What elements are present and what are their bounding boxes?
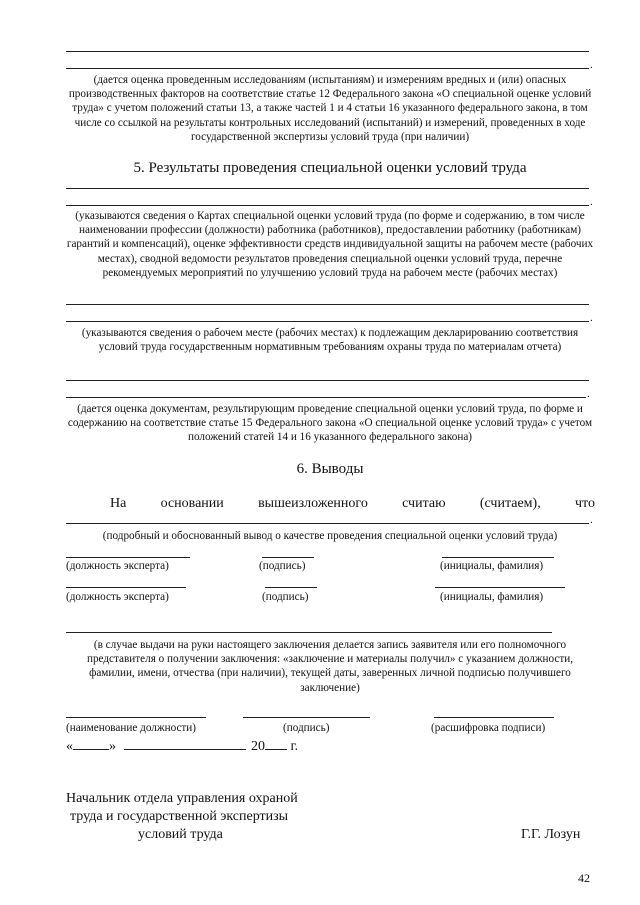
date-open-quote: «: [66, 739, 73, 754]
signature-line: [66, 587, 186, 588]
expert-position-label: (должность эксперта): [66, 560, 169, 572]
intro-word: считаю: [402, 496, 446, 511]
intro-word: что: [574, 496, 595, 511]
intro-note: (дается оценка проведенным исследованиям (испытаниям) и измерениям вредных и (или) опасных производственных факторов на соответствие статье 12 Федерального закона «О специальной оценке условий труда» с учетом положений статьи 13, а также частей 1 и 4 статьи 16 указанного федерального закона, в том числе со ссылкой на результаты контрольных исследований (испытаний) и измерений, проведенных в ходе государственной экспертизы условий труда (при наличии): [68, 74, 592, 143]
signature-line: [435, 587, 565, 588]
section5-note1: (указываются сведения о Картах специальной оценки условий труда (по форме и содержанию, в том числе наименовании профессии (должности) работника (работников), предоставлении работнику (работникам) гарантий и компенсаций), оценке эффективности средств индивидуальной защиты на рабочем месте (рабочих местах), сводной ведомости результатов проведения специальной оценки условий труда, перечне рекомендуемых мероприятий по улучшению условий труда на рабочем месте (рабочих местах): [66, 210, 594, 279]
conclusion-intro: [110, 496, 595, 512]
section6-note: (подробный и обоснованный вывод о качестве проведения специальной оценки условий труда): [102, 530, 558, 542]
signature-line: [66, 557, 190, 558]
day-blank: [73, 738, 109, 750]
period-mark: .: [590, 514, 593, 526]
fill-line: [66, 68, 589, 69]
period-mark: .: [590, 59, 593, 71]
month-blank: [124, 738, 246, 750]
official-title-line2: труда и государственной экспертизы: [70, 809, 289, 824]
section6-heading: 6. Выводы: [296, 461, 364, 477]
date-line: [66, 738, 298, 755]
intro-word: На: [110, 496, 127, 511]
period-mark: .: [587, 388, 590, 400]
fill-line: [66, 397, 586, 398]
receipt-note: (в случае выдачи на руки настоящего заключения делается запись заявителя или его полномочного представителя о получении заключения: «заключение и материалы получил» с указанием должности, фамилии, имени, отчества (при наличии), текущей даты, заверенных личной подписью получившего заключение): [86, 639, 574, 694]
period-mark: .: [590, 196, 593, 208]
period-mark: .: [590, 312, 593, 324]
expert-position-label: (должность эксперта): [66, 591, 169, 603]
fill-line: [66, 205, 589, 206]
fill-line: [66, 380, 589, 381]
receiver-position-label: (наименование должности): [66, 722, 197, 734]
receiver-decoding-label: (расшифровка подписи): [431, 722, 546, 734]
intro-word: (считаем),: [479, 496, 541, 511]
section5-heading: 5. Результаты проведения специальной оценки условий труда: [133, 160, 527, 176]
fill-line: [66, 523, 589, 524]
year-prefix: 20: [251, 739, 265, 754]
receiver-signature-label: (подпись): [283, 722, 330, 734]
page-number: 42: [578, 871, 590, 885]
expert-signature-label: (подпись): [259, 560, 306, 572]
official-title-line1: Начальник отдела управления охраной: [66, 791, 298, 806]
fill-line: [66, 321, 589, 322]
official-name: Г.Г. Лозун: [521, 827, 581, 842]
year-suffix: г.: [290, 739, 299, 754]
signature-line: [442, 557, 554, 558]
official-title-line3: условий труда: [138, 827, 223, 842]
signature-line: [66, 717, 206, 718]
signature-line: [243, 717, 370, 718]
expert-name-label: (инициалы, фамилия): [440, 560, 544, 572]
intro-word: вышеизложенного: [258, 496, 368, 511]
expert-name-label: (инициалы, фамилия): [440, 591, 544, 603]
year-blank: [265, 738, 287, 750]
signature-line: [262, 557, 314, 558]
section5-note3: (дается оценка документам, результирующим проведение специальной оценки условий труда, по форме и содержанию на соответствие статье 15 Федерального закона «О специальной оценке условий труда» с учетом положений статей 14 и 16 указанного федерального закона): [67, 403, 593, 444]
signature-line: [434, 717, 554, 718]
fill-line: [66, 188, 589, 189]
signature-line: [265, 587, 317, 588]
date-close-quote: »: [109, 739, 116, 754]
fill-line: [66, 632, 552, 633]
fill-line: [66, 51, 589, 52]
intro-word: основании: [160, 496, 224, 511]
section5-note2: (указываются сведения о рабочем месте (рабочих местах) к подлежащим декларированию соответствия условий труда государственным нормативным требованиям охраны труда по материалам отчета): [81, 327, 579, 354]
expert-signature-label: (подпись): [262, 591, 309, 603]
fill-line: [66, 304, 589, 305]
